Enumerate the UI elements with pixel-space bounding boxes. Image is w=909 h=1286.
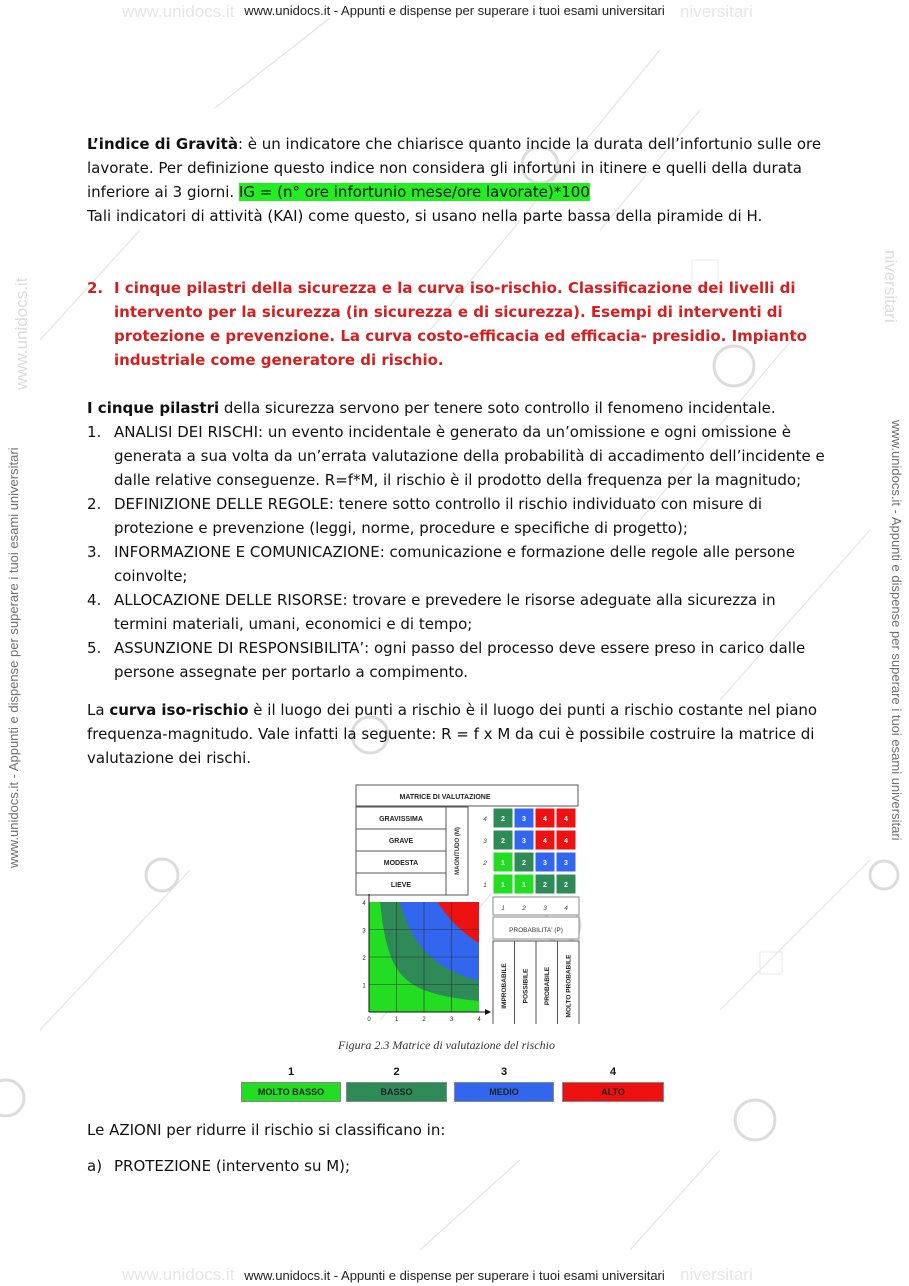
list-number: 2. (87, 495, 102, 513)
plot-y-tick: 1 (362, 983, 366, 990)
watermark-side-right-ghost: niversitari (881, 250, 900, 323)
watermark-ghost-right: niversitari (680, 2, 753, 21)
legend-label: BASSO (346, 1082, 447, 1102)
matrix-row-label: GRAVE (388, 838, 414, 845)
matrix-cell-value: 4 (564, 838, 568, 845)
legend-item (454, 1066, 554, 1102)
list-item (87, 420, 827, 492)
matrix-row-label: GRAVISSIMA (379, 816, 423, 823)
legend-number: 4 (609, 1066, 617, 1078)
gravita-formula: IG = (n° ore infortunio mese/ore lavorate)*100 (238, 183, 590, 201)
matrix-cell-value: 3 (564, 860, 568, 867)
heading-text: I cinque pilastri della sicurezza e la curva iso-rischio. Classificazione dei livelli di intervento per la sicurezza (in sicurezza e di sicurezza). Esempi di interventi di protezione e prevenzione. La curva costo-efficacia ed efficacia- presidio. Impianto industriale come generatore di rischio. (114, 279, 807, 369)
matrix-cell-value: 1 (501, 882, 505, 889)
plot-y-tick: 2 (362, 956, 366, 962)
watermark-footer: www.unidocs.it - Appunti e dispense per superare i tuoi esami universitari (244, 1268, 665, 1283)
p-label: PROBABILE (544, 966, 551, 1006)
magnitudo-label: MAGNITUDO (M) (455, 827, 461, 875)
watermark-header: www.unidocs.it - Appunti e dispense per superare i tuoi esami universitari (244, 3, 665, 18)
pilastri-term: I cinque pilastri (87, 399, 220, 417)
p-value: 3 (543, 905, 547, 912)
plot-y-tick: 4 (362, 901, 366, 907)
document-body (87, 132, 827, 770)
p-value: 2 (522, 905, 526, 912)
gravita-term: L’indice di Gravità (87, 135, 238, 153)
watermark-side-right: www.unidocs.it - Appunti e dispense per superare i tuoi esami universitari (889, 420, 904, 841)
paragraph-curva (87, 698, 827, 770)
plot-x-tick: 1 (394, 1017, 399, 1023)
pilastri-intro-text: della sicurezza servono per tenere soto controllo il fenomeno incidentale. (219, 399, 776, 417)
figure-caption: Figura 2.3 Matrice di valutazione del rischio (338, 1038, 555, 1052)
p-label: IMPROBABILE (501, 963, 508, 1009)
probabilita-label: PROBABILITA' (P) (509, 927, 563, 934)
matrix-cell-value: 3 (522, 816, 526, 823)
matrix-cell-value: 1 (501, 860, 505, 867)
matrix-cell-value: 4 (564, 816, 568, 823)
legend-label: MEDIO (454, 1082, 554, 1102)
matrix-cell-value: 2 (543, 882, 547, 889)
matrix-cell-value: 3 (522, 838, 526, 845)
list-item (87, 588, 827, 636)
matrix-cell-value: 2 (564, 882, 568, 889)
plot-x-tick: 0 (367, 1017, 371, 1023)
matrix-title: MATRICE DI VALUTAZIONE (399, 794, 491, 801)
azione-text: PROTEZIONE (intervento su M); (114, 1157, 351, 1175)
legend-item (241, 1066, 341, 1102)
probability-labels (493, 941, 579, 1024)
plot-x-tick: 2 (422, 1017, 426, 1023)
matrix-m-value: 1 (483, 882, 487, 889)
heading-number: 2. (87, 279, 104, 297)
paragraph-gravita (87, 132, 827, 204)
watermark-ghost-left-bottom: www.unidocs.it (122, 1265, 235, 1284)
matrix-m-value: 3 (483, 838, 487, 845)
risk-matrix-figure (355, 784, 585, 1024)
section-heading (87, 276, 827, 372)
pilastri-intro (87, 396, 827, 420)
plot-x-arrow (485, 1009, 491, 1015)
matrix-cell-value: 1 (522, 882, 526, 889)
matrix-cell-value: 2 (522, 860, 526, 867)
legend-label: MOLTO BASSO (241, 1082, 341, 1102)
list-number: 1. (87, 423, 102, 441)
matrix-row-label: LIEVE (390, 882, 412, 889)
watermark-ghost-left: www.unidocs.it (122, 2, 235, 21)
list-item (87, 540, 827, 588)
p-label: MOLTO PROBABILE (565, 954, 573, 1018)
p-label: POSSIBILE (522, 968, 530, 1004)
matrix-row-label: MODESTA (383, 860, 419, 867)
watermark-side-left: www.unidocs.it - Appunti e dispense per superare i tuoi esami universitari (6, 447, 21, 868)
legend-item (346, 1066, 447, 1102)
p-value: 1 (501, 905, 505, 912)
azione-number: a) (87, 1157, 103, 1175)
paragraph-kai: Tali indicatori di attività (KAI) come questo, si usano nella parte bassa della piramide di H. (87, 207, 763, 225)
list-text: ANALISI DEI RISCHI: un evento incidentale è generato da un’omissione e ogni omissione è generata a sua volta da un’errata valutazione della probabilità di accadimento dell’incidente e dalle relative conseguenze. R=f*M, il rischio è il prodotto della frequenza per la magnitudo; (114, 423, 825, 489)
list-text: INFORMAZIONE E COMUNICAZIONE: comunicazione e formazione delle regole alle persone coinvolte; (114, 543, 795, 585)
gravita-text: : è un indicatore che chiarisce quanto incide la durata dell’infortunio sulle ore lavorate. Per definizione questo indice non considera gli infortuni in itinere e quelli della durata inferiore ai 3 giorni. (87, 135, 822, 201)
legend-number: 2 (393, 1066, 400, 1078)
list-number: 4. (87, 591, 102, 609)
list-item (87, 636, 827, 684)
plot-y-tick: 3 (362, 928, 366, 935)
matrix-cell-value: 3 (543, 860, 547, 867)
watermark-side-left-ghost: www.unidocs.it (12, 277, 31, 390)
list-number: 5. (87, 639, 102, 657)
matrix-m-value: 2 (483, 860, 487, 867)
matrix-cell-value: 4 (543, 838, 547, 845)
list-text: DEFINIZIONE DELLE REGOLE: tenere sotto controllo il rischio individuato con misure di protezione e prevenzione (leggi, norme, procedure e specifiche di progetto); (114, 495, 763, 537)
matrix-cell-value: 2 (501, 816, 505, 823)
legend-label: ALTO (562, 1082, 664, 1102)
legend-item (562, 1066, 664, 1102)
matrix-cell-value: 4 (543, 816, 547, 823)
legend-number: 1 (287, 1066, 295, 1078)
iso-risk-plot (362, 894, 491, 1023)
plot-x-tick: 3 (449, 1017, 454, 1023)
curva-prefix: La (87, 701, 110, 719)
p-value: 4 (564, 905, 568, 912)
curva-text: è il luogo dei punti a rischio è il luogo dei punti a rischio costante nel piano frequenza-magnitudo. Vale infatti la seguente: R = f x M da cui è possibile costruire la matrice di valutazione dei rischi. (87, 701, 818, 767)
azioni-intro: Le AZIONI per ridurre il rischio si classificano in: (87, 1121, 446, 1139)
list-text: ASSUNZIONE DI RESPONSIBILITA’: ogni passo del processo deve essere preso in carico dalle persone assegnate per portarlo a compimento. (114, 639, 806, 681)
list-item (87, 492, 827, 540)
list-text: ALLOCAZIONE DELLE RISORSE: trovare e prevedere le risorse adeguate alla sicurezza in termini materiali, umani, economici e di tempo; (114, 591, 776, 633)
plot-x-tick: 4 (477, 1017, 481, 1023)
pilastri-list (87, 420, 827, 684)
matrix-m-value: 4 (483, 816, 487, 823)
azione-item (87, 1154, 351, 1178)
curva-term: curva iso-rischio (109, 701, 249, 719)
watermark-ghost-right-bottom: niversitari (680, 1265, 753, 1284)
matrix-cell-value: 2 (501, 838, 505, 845)
list-number: 3. (87, 543, 102, 561)
legend-number: 3 (500, 1066, 508, 1078)
